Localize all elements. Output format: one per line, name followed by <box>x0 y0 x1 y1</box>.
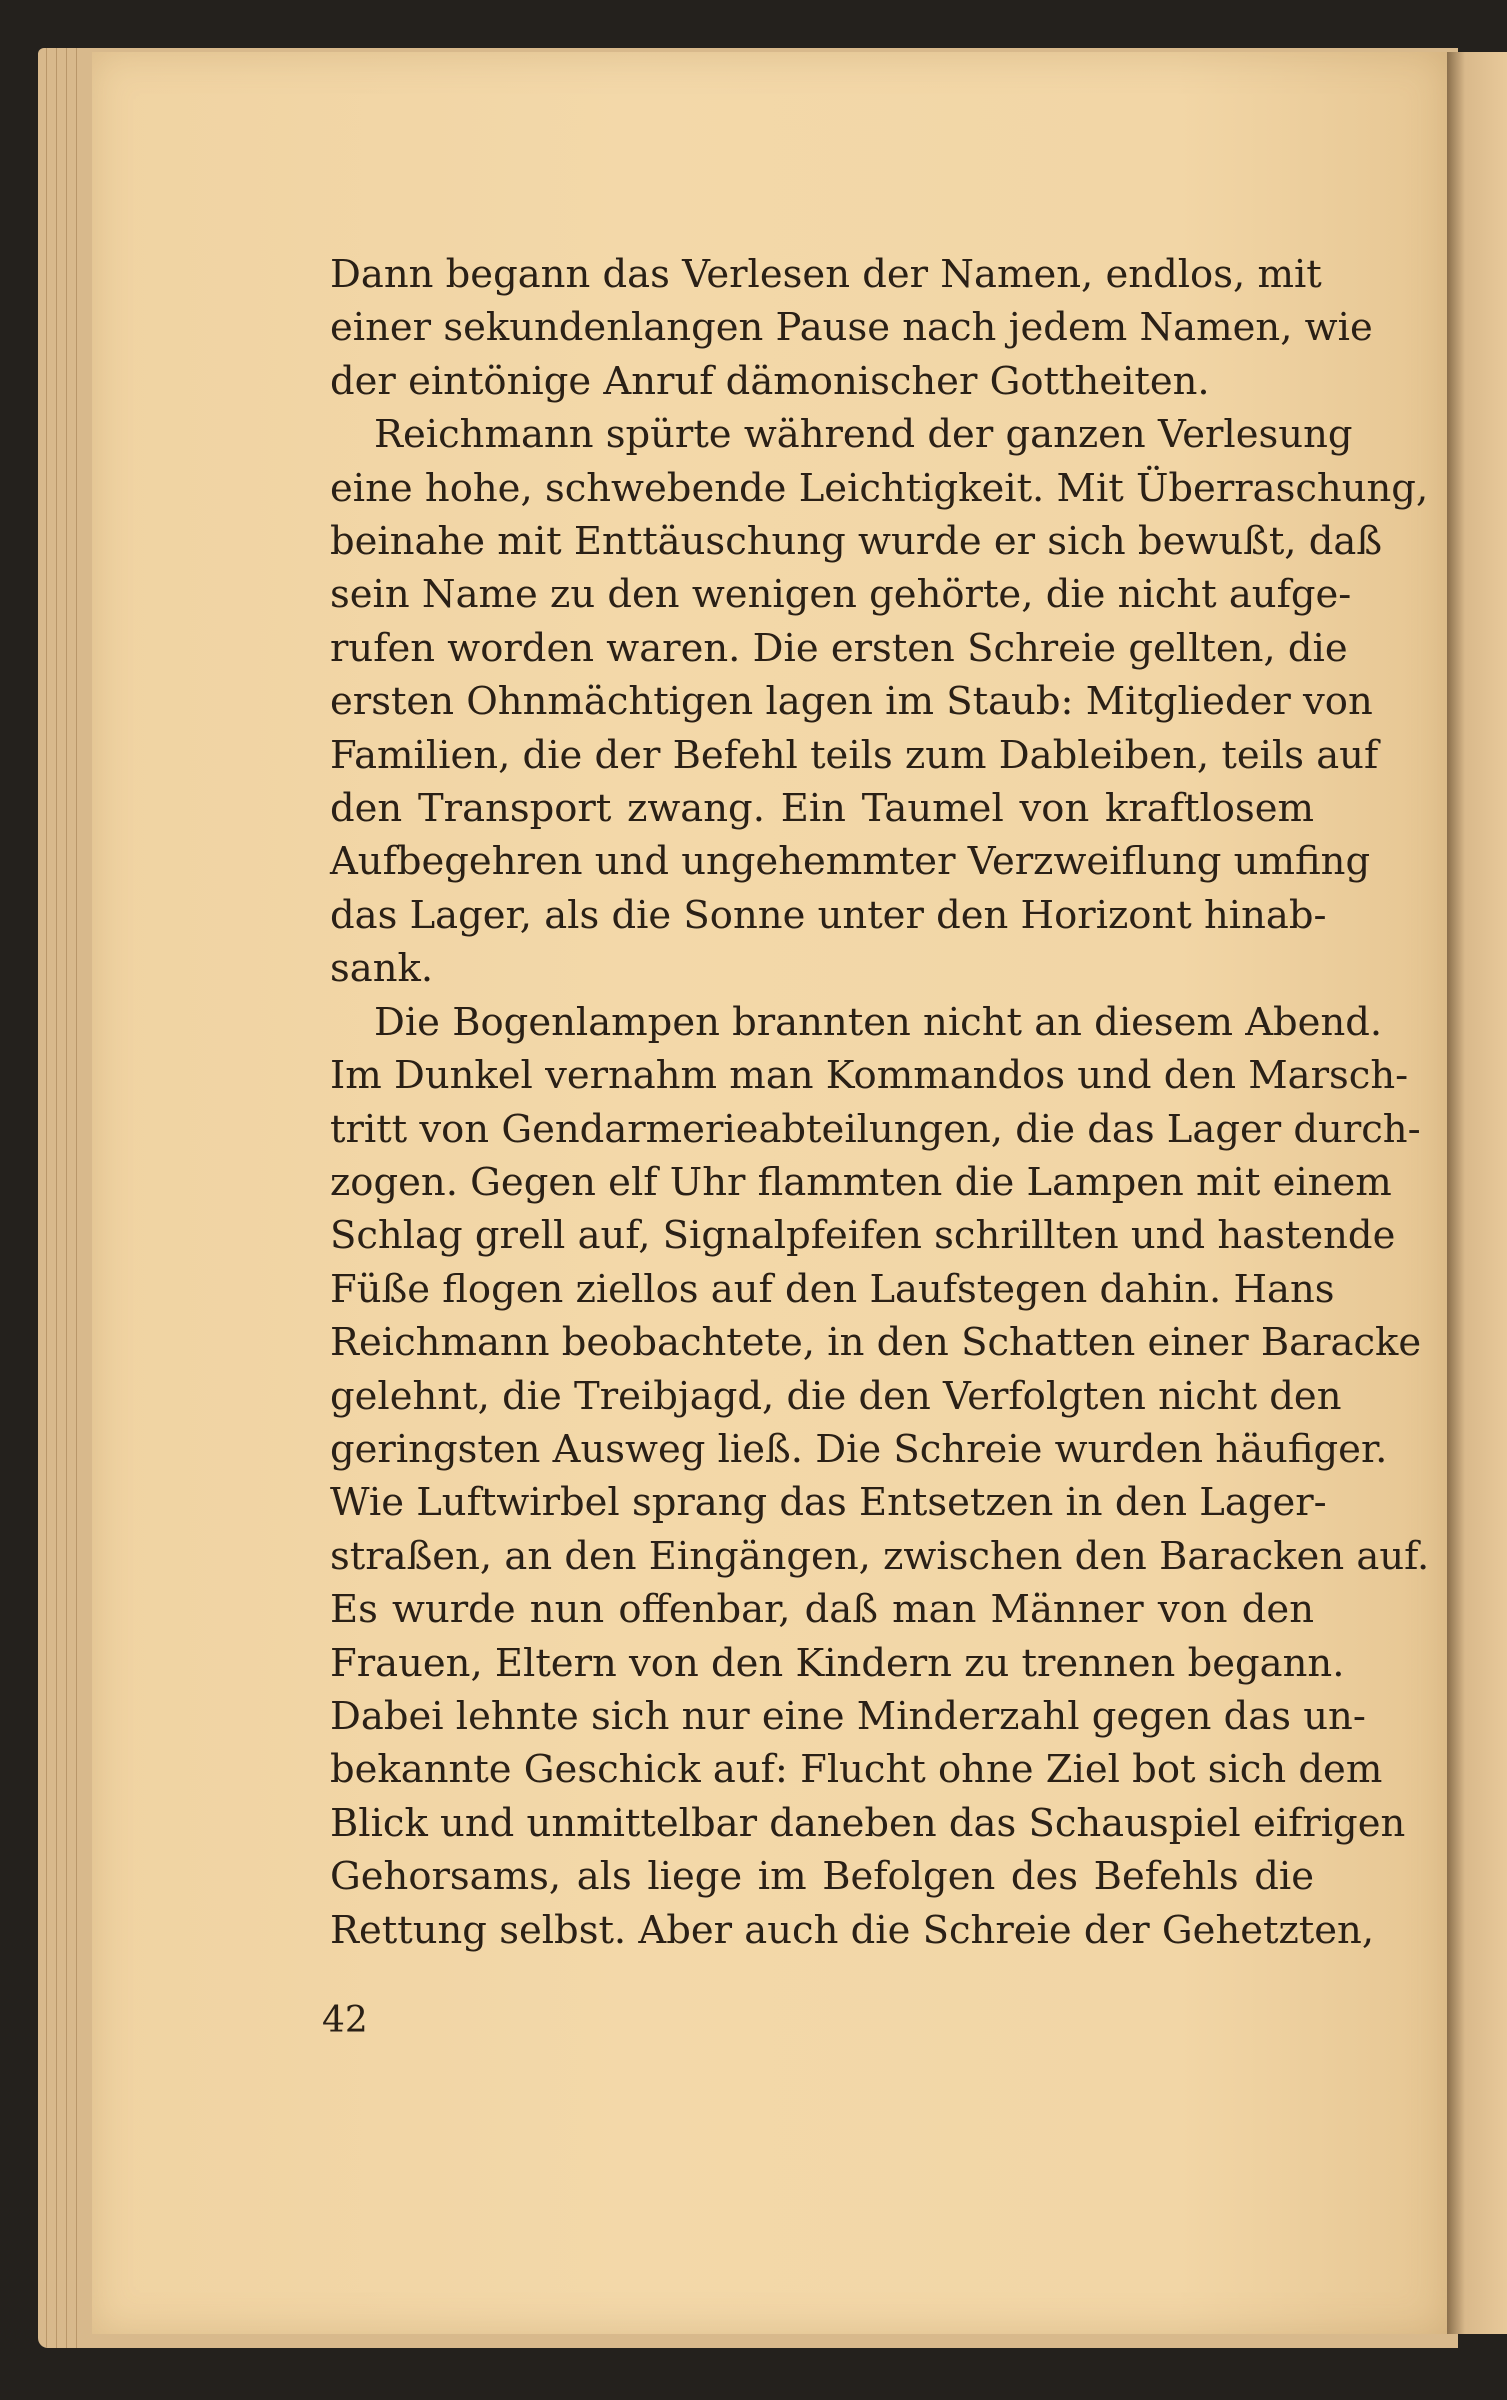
text-line: Wie Luftwirbel sprang das Entsetzen in den Lager- <box>330 1480 1327 1526</box>
text-line: Schlag grell auf, Signalpfeifen schrillten und hastende <box>330 1213 1396 1259</box>
text-line: Aufbegehren und ungehemmter Verzweiflung umfing <box>330 839 1371 885</box>
text-line: tritt von Gendarmerieabteilungen, die das Lager durch- <box>330 1106 1421 1152</box>
book-gutter <box>1447 52 1507 2334</box>
text-line: Dabei lehnte sich nur eine Minderzahl gegen das un- <box>330 1693 1366 1739</box>
text-line: den Transport zwang. Ein Taumel von kraftlosem <box>330 786 1314 832</box>
text-line: sank. <box>330 946 434 992</box>
page-edge-line <box>56 48 57 2348</box>
text-line: bekannte Geschick auf: Flucht ohne Ziel bot sich dem <box>330 1747 1383 1793</box>
text-line: Rettung selbst. Aber auch die Schreie der Gehetzten, <box>330 1907 1375 1953</box>
text-line: Frauen, Eltern von den Kindern zu trennen begann. <box>330 1640 1345 1686</box>
page-edge-line <box>46 48 47 2348</box>
page-edge-line <box>66 48 67 2348</box>
text-line: rufen worden waren. Die ersten Schreie gellten, die <box>330 625 1348 671</box>
text-line: einer sekundenlangen Pause nach jedem Namen, wie <box>330 305 1373 351</box>
page-number: 42 <box>322 2000 368 2041</box>
text-line: Blick und unmittelbar daneben das Schauspiel eifrigen <box>330 1800 1406 1846</box>
text-line: Familien, die der Befehl teils zum Dableiben, teils auf <box>330 732 1379 778</box>
text-line: ersten Ohnmächtigen lagen im Staub: Mitglieder von <box>330 679 1373 725</box>
body-text <box>330 248 1430 1957</box>
text-line: Es wurde nun offenbar, daß man Männer von den <box>330 1587 1314 1633</box>
text-line: das Lager, als die Sonne unter den Horizont hinab- <box>330 892 1327 938</box>
text-line: beinahe mit Enttäuschung wurde er sich bewußt, daß <box>330 519 1383 565</box>
paragraph <box>330 996 1430 1957</box>
text-line: Füße flogen ziellos auf den Laufstegen dahin. Hans <box>330 1266 1335 1312</box>
paragraph <box>330 248 1373 408</box>
text-line: Reichmann spürte während der ganzen Verlesung <box>374 412 1353 458</box>
text-line: Im Dunkel vernahm man Kommandos und den Marsch- <box>330 1053 1409 1099</box>
text-line: straßen, an den Eingängen, zwischen den Baracken auf. <box>330 1533 1430 1579</box>
page-edge-line <box>76 48 77 2348</box>
paragraph <box>330 408 1429 995</box>
text-line: sein Name zu den wenigen gehörte, die nicht aufge- <box>330 572 1352 618</box>
text-line: Dann begann das Verlesen der Namen, endlos, mit <box>330 252 1322 297</box>
text-line: eine hohe, schwebende Leichtigkeit. Mit Überraschung, <box>330 465 1429 511</box>
text-line: zogen. Gegen elf Uhr flammten die Lampen mit einem <box>330 1159 1392 1205</box>
text-line: Reichmann beobachtete, in den Schatten einer Baracke <box>330 1320 1422 1366</box>
text-line: der eintönige Anruf dämonischer Gottheiten. <box>330 358 1210 404</box>
text-line: gelehnt, die Treibjagd, die den Verfolgten nicht den <box>330 1373 1342 1419</box>
text-line: Gehorsams, als liege im Befolgen des Befehls die <box>330 1854 1314 1900</box>
text-line: geringsten Ausweg ließ. Die Schreie wurden häufiger. <box>330 1426 1388 1472</box>
text-line: Die Bogenlampen brannten nicht an diesem Abend. <box>374 999 1383 1045</box>
